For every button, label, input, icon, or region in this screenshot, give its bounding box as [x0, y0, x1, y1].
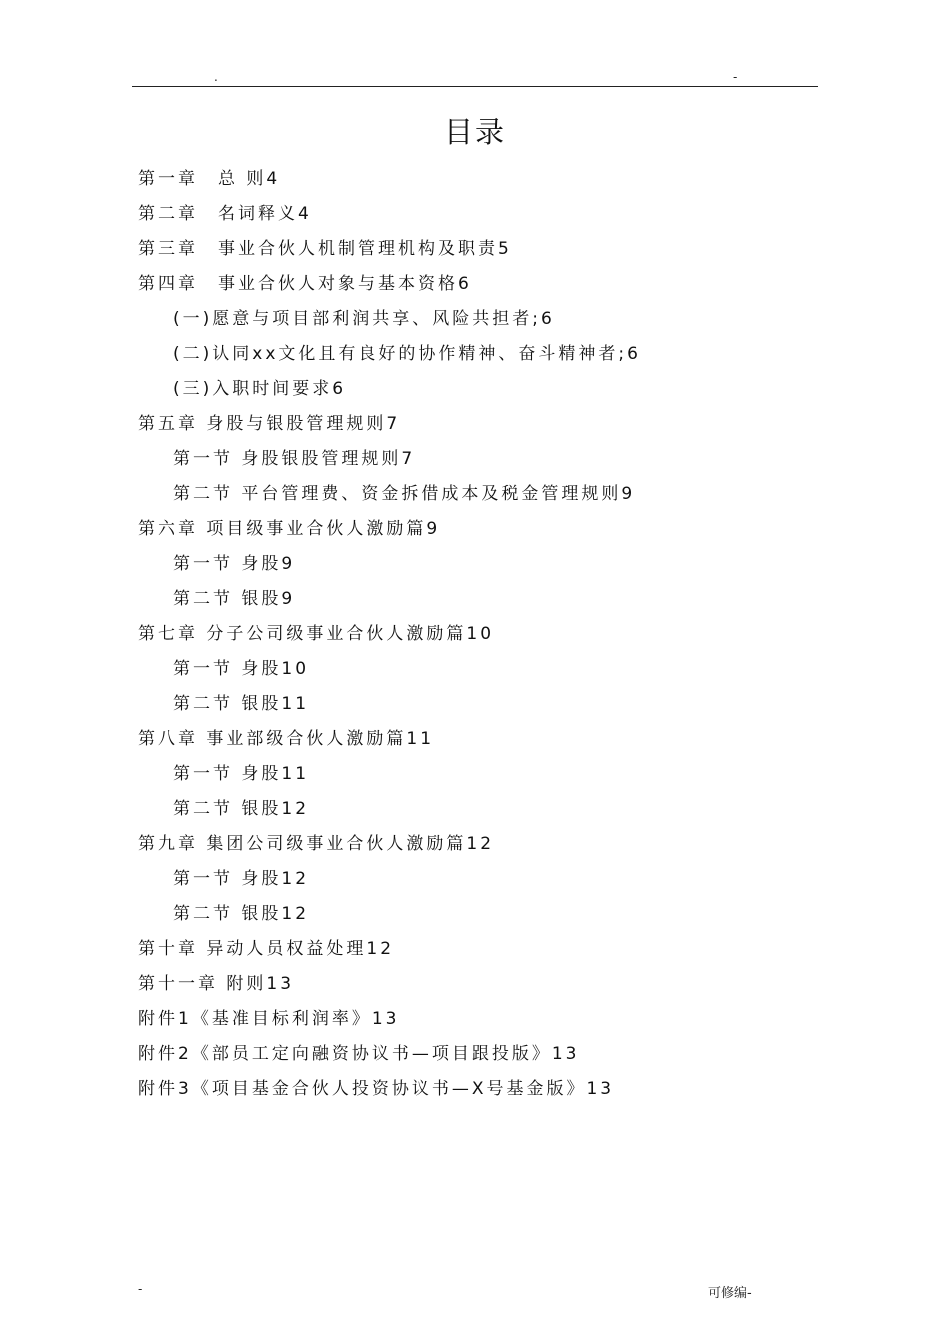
toc-entry[interactable]: 第二节 银股11	[173, 694, 310, 714]
toc-entry[interactable]: 第二节 银股9	[173, 589, 296, 609]
toc-entry[interactable]: 第七章 分子公司级事业合伙人激励篇10	[138, 624, 495, 644]
toc-entry[interactable]: 第二章 名词释义4	[138, 204, 312, 224]
toc-entry[interactable]: 第一节 身股10	[173, 659, 310, 679]
toc-entry[interactable]: 第三章 事业合伙人机制管理机构及职责5	[138, 239, 512, 259]
toc-entry[interactable]: 第二节 银股12	[173, 799, 310, 819]
toc-entry[interactable]: 第八章 事业部级合伙人激励篇11	[138, 729, 435, 749]
toc-entry[interactable]: 第四章 事业合伙人对象与基本资格6	[138, 274, 472, 294]
toc-entry[interactable]: 第一节 身股12	[173, 869, 310, 889]
toc-entry[interactable]: (一)愿意与项目部利润共享、风险共担者;6	[173, 309, 555, 329]
table-of-contents	[138, 162, 818, 1107]
toc-entry[interactable]: 第五章 身股与银股管理规则7	[138, 414, 401, 434]
toc-entry[interactable]: (三)入职时间要求6	[173, 379, 347, 399]
toc-entry[interactable]: 第九章 集团公司级事业合伙人激励篇12	[138, 834, 495, 854]
page-title: 目录	[443, 115, 506, 149]
toc-entry[interactable]: 第十章 异动人员权益处理12	[138, 939, 395, 959]
header-right-mark: -	[733, 70, 738, 84]
footer-left-mark: -	[138, 1282, 143, 1296]
toc-entry[interactable]: 附件2《部员工定向融资协议书—项目跟投版》13	[138, 1044, 580, 1064]
toc-entry[interactable]: 第一节 身股9	[173, 554, 296, 574]
toc-entry[interactable]: 第一节 身股11	[173, 764, 310, 784]
toc-entry[interactable]: (二)认同xx文化且有良好的协作精神、奋斗精神者;6	[173, 344, 641, 364]
toc-entry[interactable]: 第六章 项目级事业合伙人激励篇9	[138, 519, 441, 539]
footer-editable-note: 可修编-	[708, 1286, 752, 1301]
toc-entry[interactable]: 第二节 平台管理费、资金拆借成本及税金管理规则9	[173, 484, 636, 504]
header-rule	[132, 86, 818, 87]
toc-entry[interactable]: 附件3《项目基金合伙人投资协议书—X号基金版》13	[138, 1079, 615, 1099]
toc-entry[interactable]: 第一节 身股银股管理规则7	[173, 449, 416, 469]
toc-entry[interactable]: 第二节 银股12	[173, 904, 310, 924]
toc-entry[interactable]: 附件1《基准目标利润率》13	[138, 1009, 400, 1029]
toc-entry[interactable]: 第十一章 附则13	[138, 974, 295, 994]
toc-entry[interactable]: 第一章 总 则4	[138, 169, 281, 189]
header-left-mark: .	[214, 70, 218, 84]
